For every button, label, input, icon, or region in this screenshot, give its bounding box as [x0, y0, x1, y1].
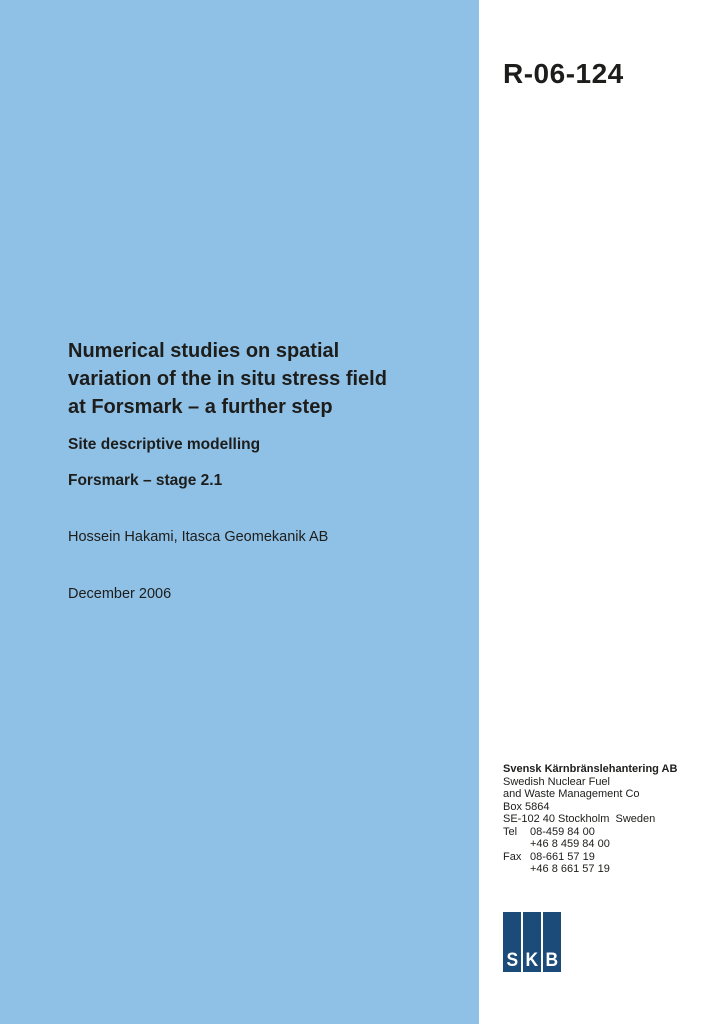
phone-value: +46 8 661 57 19 [530, 863, 610, 875]
skb-logo-letter: B [545, 950, 559, 971]
phone-value: +46 8 459 84 00 [530, 838, 610, 850]
publisher-address-line: and Waste Management Co [503, 788, 640, 800]
publisher-phone-row [503, 863, 677, 876]
skb-logo [503, 912, 561, 972]
report-date: December 2006 [68, 586, 172, 602]
report-subtitle: Site descriptive modelling [68, 436, 261, 453]
report-title-line: variation of the in situ stress field [68, 368, 387, 390]
phone-label: Tel [503, 825, 518, 838]
skb-logo-letter: S [506, 950, 518, 971]
report-title-line: at Forsmark – a further step [68, 396, 333, 418]
phone-value: 08-459 84 00 [530, 825, 595, 838]
publisher-address-line: Box 5864 [503, 800, 550, 813]
skb-logo-letter: K [525, 950, 539, 971]
publisher-address-line: SE-102 40 Stockholm Sweden [503, 813, 656, 825]
publisher-address-block [503, 763, 677, 876]
publisher-name: Svensk Kärnbränslehantering AB [503, 763, 678, 775]
skb-logo-bar [543, 912, 561, 972]
report-number: R-06-124 [503, 58, 624, 89]
publisher-phone-row [503, 838, 677, 851]
report-stage: Forsmark – stage 2.1 [68, 472, 223, 489]
publisher-phone-row [503, 826, 677, 839]
skb-logo-bar [503, 912, 521, 972]
report-title-line: Numerical studies on spatial [68, 340, 340, 362]
report-authors: Hossein Hakami, Itasca Geomekanik AB [68, 529, 329, 545]
publisher-phone-row [503, 851, 677, 864]
phone-label: Fax [503, 850, 522, 863]
publisher-address-line: Swedish Nuclear Fuel [503, 775, 610, 788]
phone-value: 08-661 57 19 [530, 850, 595, 863]
skb-logo-bar [523, 912, 541, 972]
phone-label [503, 838, 530, 851]
report-title [68, 337, 468, 421]
phone-label [503, 863, 530, 876]
